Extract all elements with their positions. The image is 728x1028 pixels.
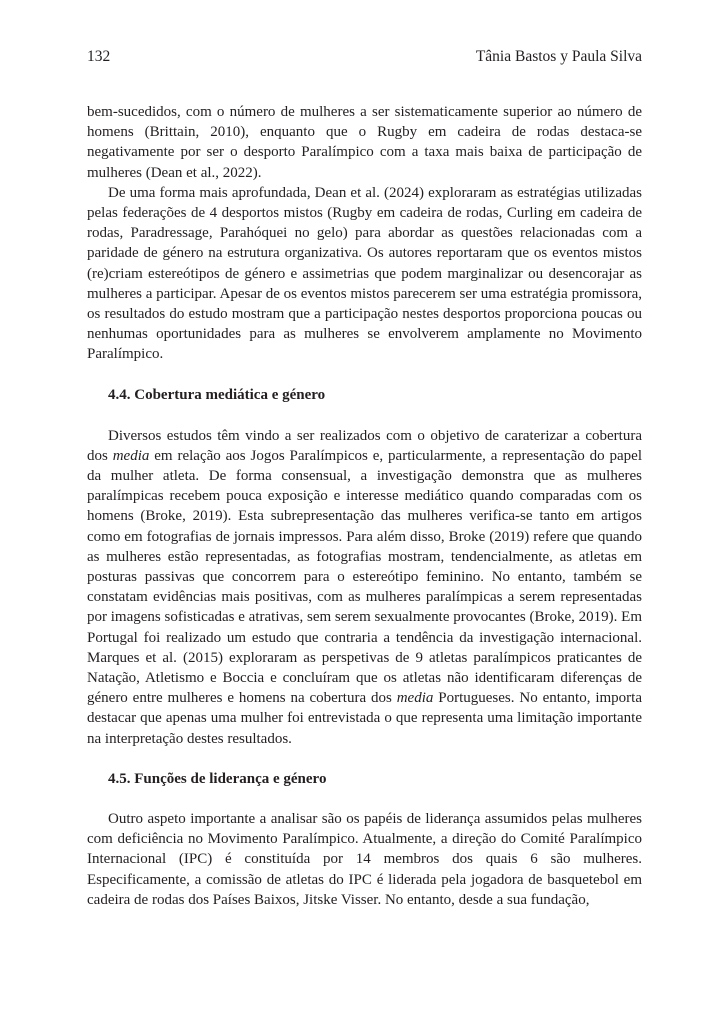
paragraph-media-coverage — [87, 426, 642, 749]
paragraph-leadership: Outro aspeto importante a analisar são os papéis de liderança assumidos pelas mulheres com deficiência no Movimento Paralímpico. Atualmente, a direção do Comité Paralímpico Internacional (IPC) é constituída por 14 membros dos quais 6 são mulheres. Especificamente, a comissão de atletas do IPC é liderada pela jogadora de basquetebol em cadeira de rodas dos Países Baixos, Jitske Visser. No entanto, desde a sua fundação, — [87, 810, 642, 908]
italic-term-media: media — [112, 447, 150, 464]
section-heading-media-coverage: 4.4. Cobertura mediática e género — [108, 386, 326, 403]
page-number: 132 — [87, 48, 111, 65]
running-title-authors: Tânia Bastos y Paula Silva — [475, 48, 642, 65]
paragraph-text: em relação aos Jogos Paralímpicos e, particularmente, a representação do papel da mulher atleta. De forma consensual, a investigação demonstra que as mulheres paralímpicas recebem pouca exposição e interesse mediático quando comparadas com os homens (Broke, 2019). Esta subrepresentação das mulheres verifica-se tanto em artigos como em fotografias de jornais impressos. Para além disso, Broke (2019) refere que quando as mulheres estão representadas, as fotografias mostram, tendencialmente, as atletas em posturas passivas que concorrem para o estereótipo feminino. No entanto, também se constatam evidências mais positivas, com as mulheres paralímpicas a serem representadas por imagens sofisticadas e atrativas, sem serem sexualmente provocantes (Broke, 2019). Em Portugal foi realizado um estudo que contraria a tendência da investigação internacional. Marques et al. (2015) exploraram as perspetivas de 9 atletas paralímpicos praticantes de Natação, Atletismo e Boccia e concluíram que os atletas não identificaram diferenças de género entre mulheres e homens na cobertura dos — [87, 447, 642, 707]
paragraph-continued: bem-sucedidos, com o número de mulheres a ser sistematicamente superior ao número de homens (Brittain, 2010), enquanto que o Rugby em cadeira de rodas destaca-se negativamente por ser o desporto Paralímpico com a taxa mais baixa de participação de mulheres (Dean et al., 2022). — [87, 104, 642, 181]
section-heading-leadership: 4.5. Funções de liderança e género — [108, 770, 327, 787]
italic-term-media: media — [396, 690, 434, 707]
running-header — [87, 46, 642, 68]
body-text — [87, 102, 642, 910]
paragraph-dean-2024: De uma forma mais aprofundada, Dean et al. (2024) exploraram as estratégias utilizadas pelas federações de 4 desportos mistos (Rugby em cadeira de rodas, Curling em cadeira de rodas, Paradressage, Parahóquei no gelo) para abordar as questões relacionadas com a paridade de género na estrutura organizativa. Os autores reportaram que os eventos mistos (re)criam estereótipos de género e assimetrias que podem marginalizar ou desencorajar as mulheres a participar. Apesar de os eventos mistos parecerem ser uma estratégia promissora, os resultados do estudo mostram que a participação nestes desportos proporciona poucas ou nenhumas oportunidades para as mulheres se envolverem amplamente no Movimento Paralímpico. — [87, 184, 642, 363]
paragraph-text: Diversos estudos têm vindo a ser realizados com o objetivo de caraterizar a cobertura dos — [87, 427, 642, 464]
paragraph-text: Portugueses. No entanto, importa destacar que apenas uma mulher foi entrevistada o que representa uma limitação importante na interpretação destes resultados. — [87, 690, 642, 747]
